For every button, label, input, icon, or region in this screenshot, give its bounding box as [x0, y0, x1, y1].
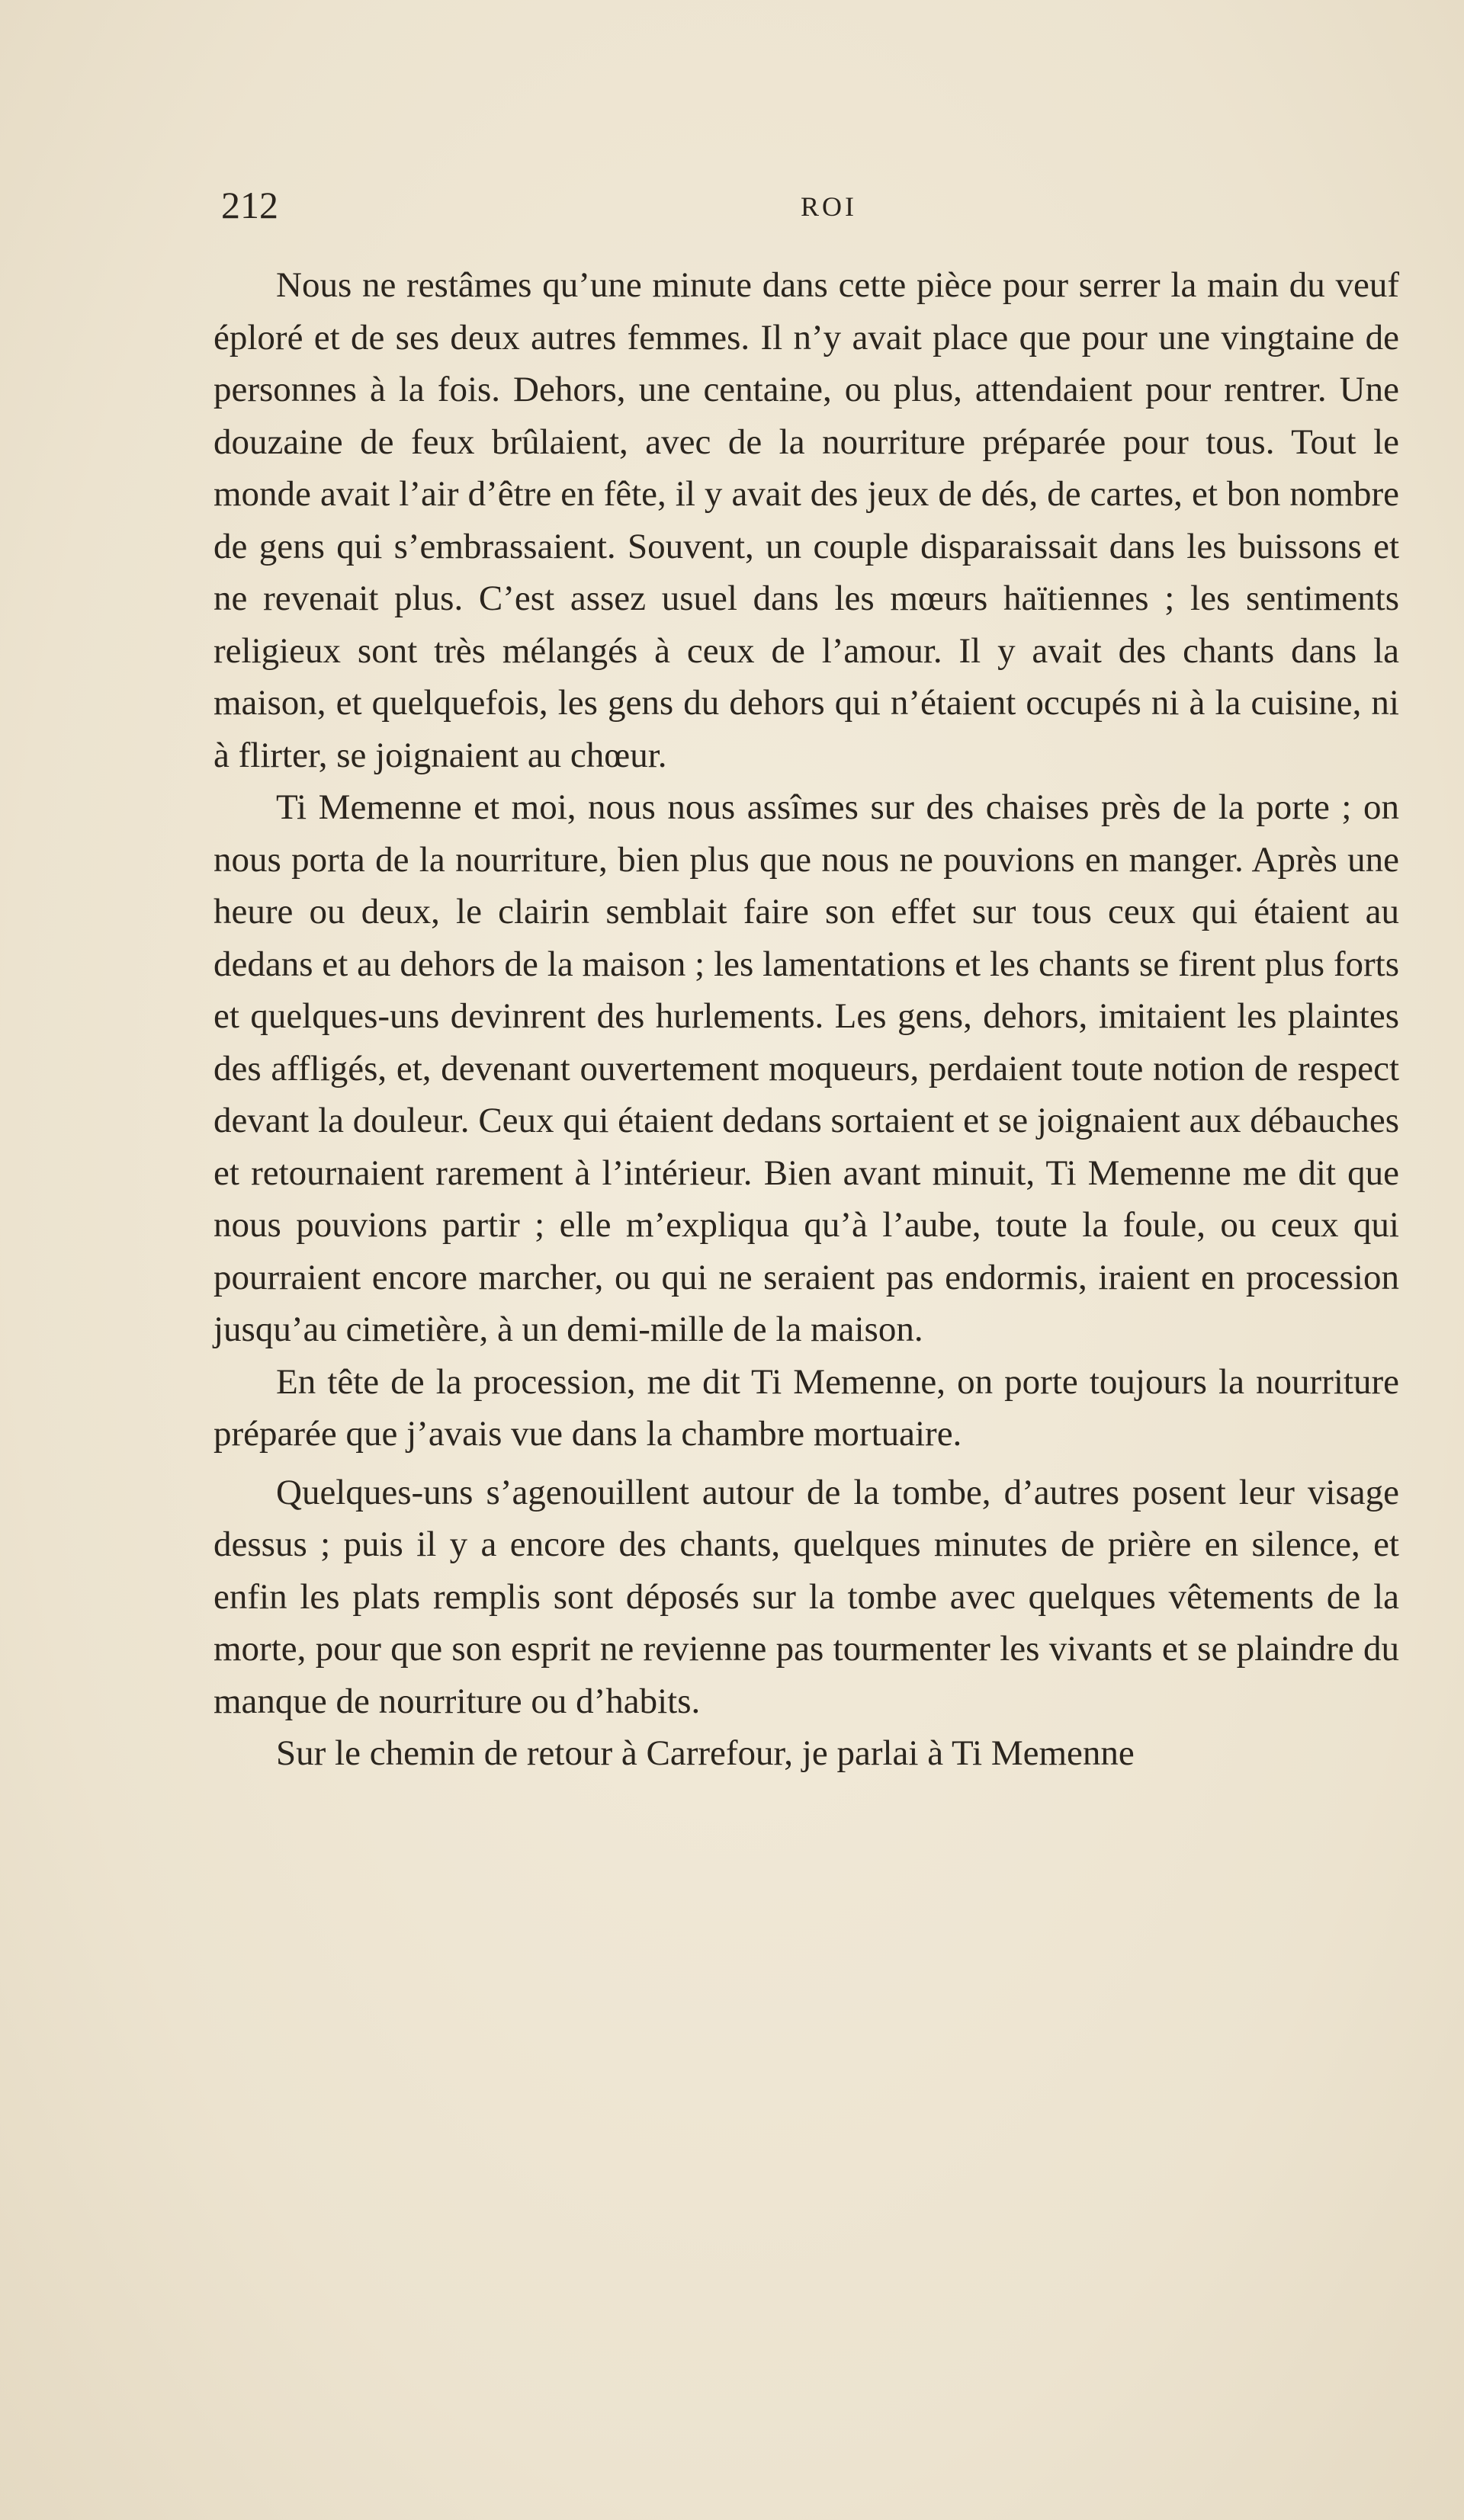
page-header [221, 183, 1411, 236]
paragraph: En tête de la procession, me dit Ti Memenne, on porte toujours la nourriture préparée que j’avais vue dans la chambre mortuaire. [214, 1361, 1399, 1454]
paragraph: Nous ne restâmes qu’une minute dans cette pièce pour serrer la main du veuf éploré et de ses deux autres femmes. Il n’y avait place que pour une vingtaine de personnes à la fois. Dehors, une centaine, ou plus, attendaient pour rentrer. Une douzaine de feux brûlaient, avec de la nourriture préparée pour tous. Tout le monde avait l’air d’être en fête, il y avait des jeux de dés, de cartes, et bon nombre de gens qui s’embrassaient. Souvent, un couple disparaissait dans les buissons et ne revenait plus. C’est assez usuel dans les mœurs haïtiennes ; les sentiments religieux sont très mélangés à ceux de l’amour. Il y avait des chants dans la maison, et quelquefois, les gens du dehors qui n’étaient occupés ni à la cuisine, ni à flirter, se joignaient au chœur. [214, 265, 1399, 775]
page-number: 212 [221, 184, 278, 226]
paragraph: Quelques-uns s’agenouillent autour de la tombe, d’autres posent leur visage dessus ; puis il y a encore des chants, quelques minutes de prière en silence, et enfin les plats remplis sont déposés sur la tombe avec quelques vêtements de la morte, pour que son esprit ne revienne pas tourmenter les vivants et se plaindre du manque de nourriture ou d’habits. [214, 1472, 1399, 1721]
paragraph: Sur le chemin de retour à Carrefour, je parlai à Ti Memenne [276, 1733, 1135, 1773]
running-head: ROI [801, 191, 857, 222]
body-text [214, 259, 1399, 1780]
paragraph: Ti Memenne et moi, nous nous assîmes sur des chaises près de la porte ; on nous porta de la nourriture, bien plus que nous ne pouvions en manger. Après une heure ou deux, le clairin semblait faire son effet sur tous ceux qui étaient au dedans et au dehors de la maison ; les lamentations et les chants se firent plus forts et quelques-uns devinrent des hurlements. Les gens, dehors, imitaient les plaintes des affligés, et, devenant ouvertement moqueurs, perdaient toute notion de respect devant la douleur. Ceux qui étaient dedans sortaient et se joignaient aux débauches et retournaient rarement à l’intérieur. Bien avant minuit, Ti Memenne me dit que nous pouvions partir ; elle m’expliqua qu’à l’aube, toute la foule, ou ceux qui pourraient encore marcher, ou qui ne seraient pas endormis, iraient en procession jusqu’au cimetière, à un demi-mille de la maison. [214, 787, 1399, 1349]
